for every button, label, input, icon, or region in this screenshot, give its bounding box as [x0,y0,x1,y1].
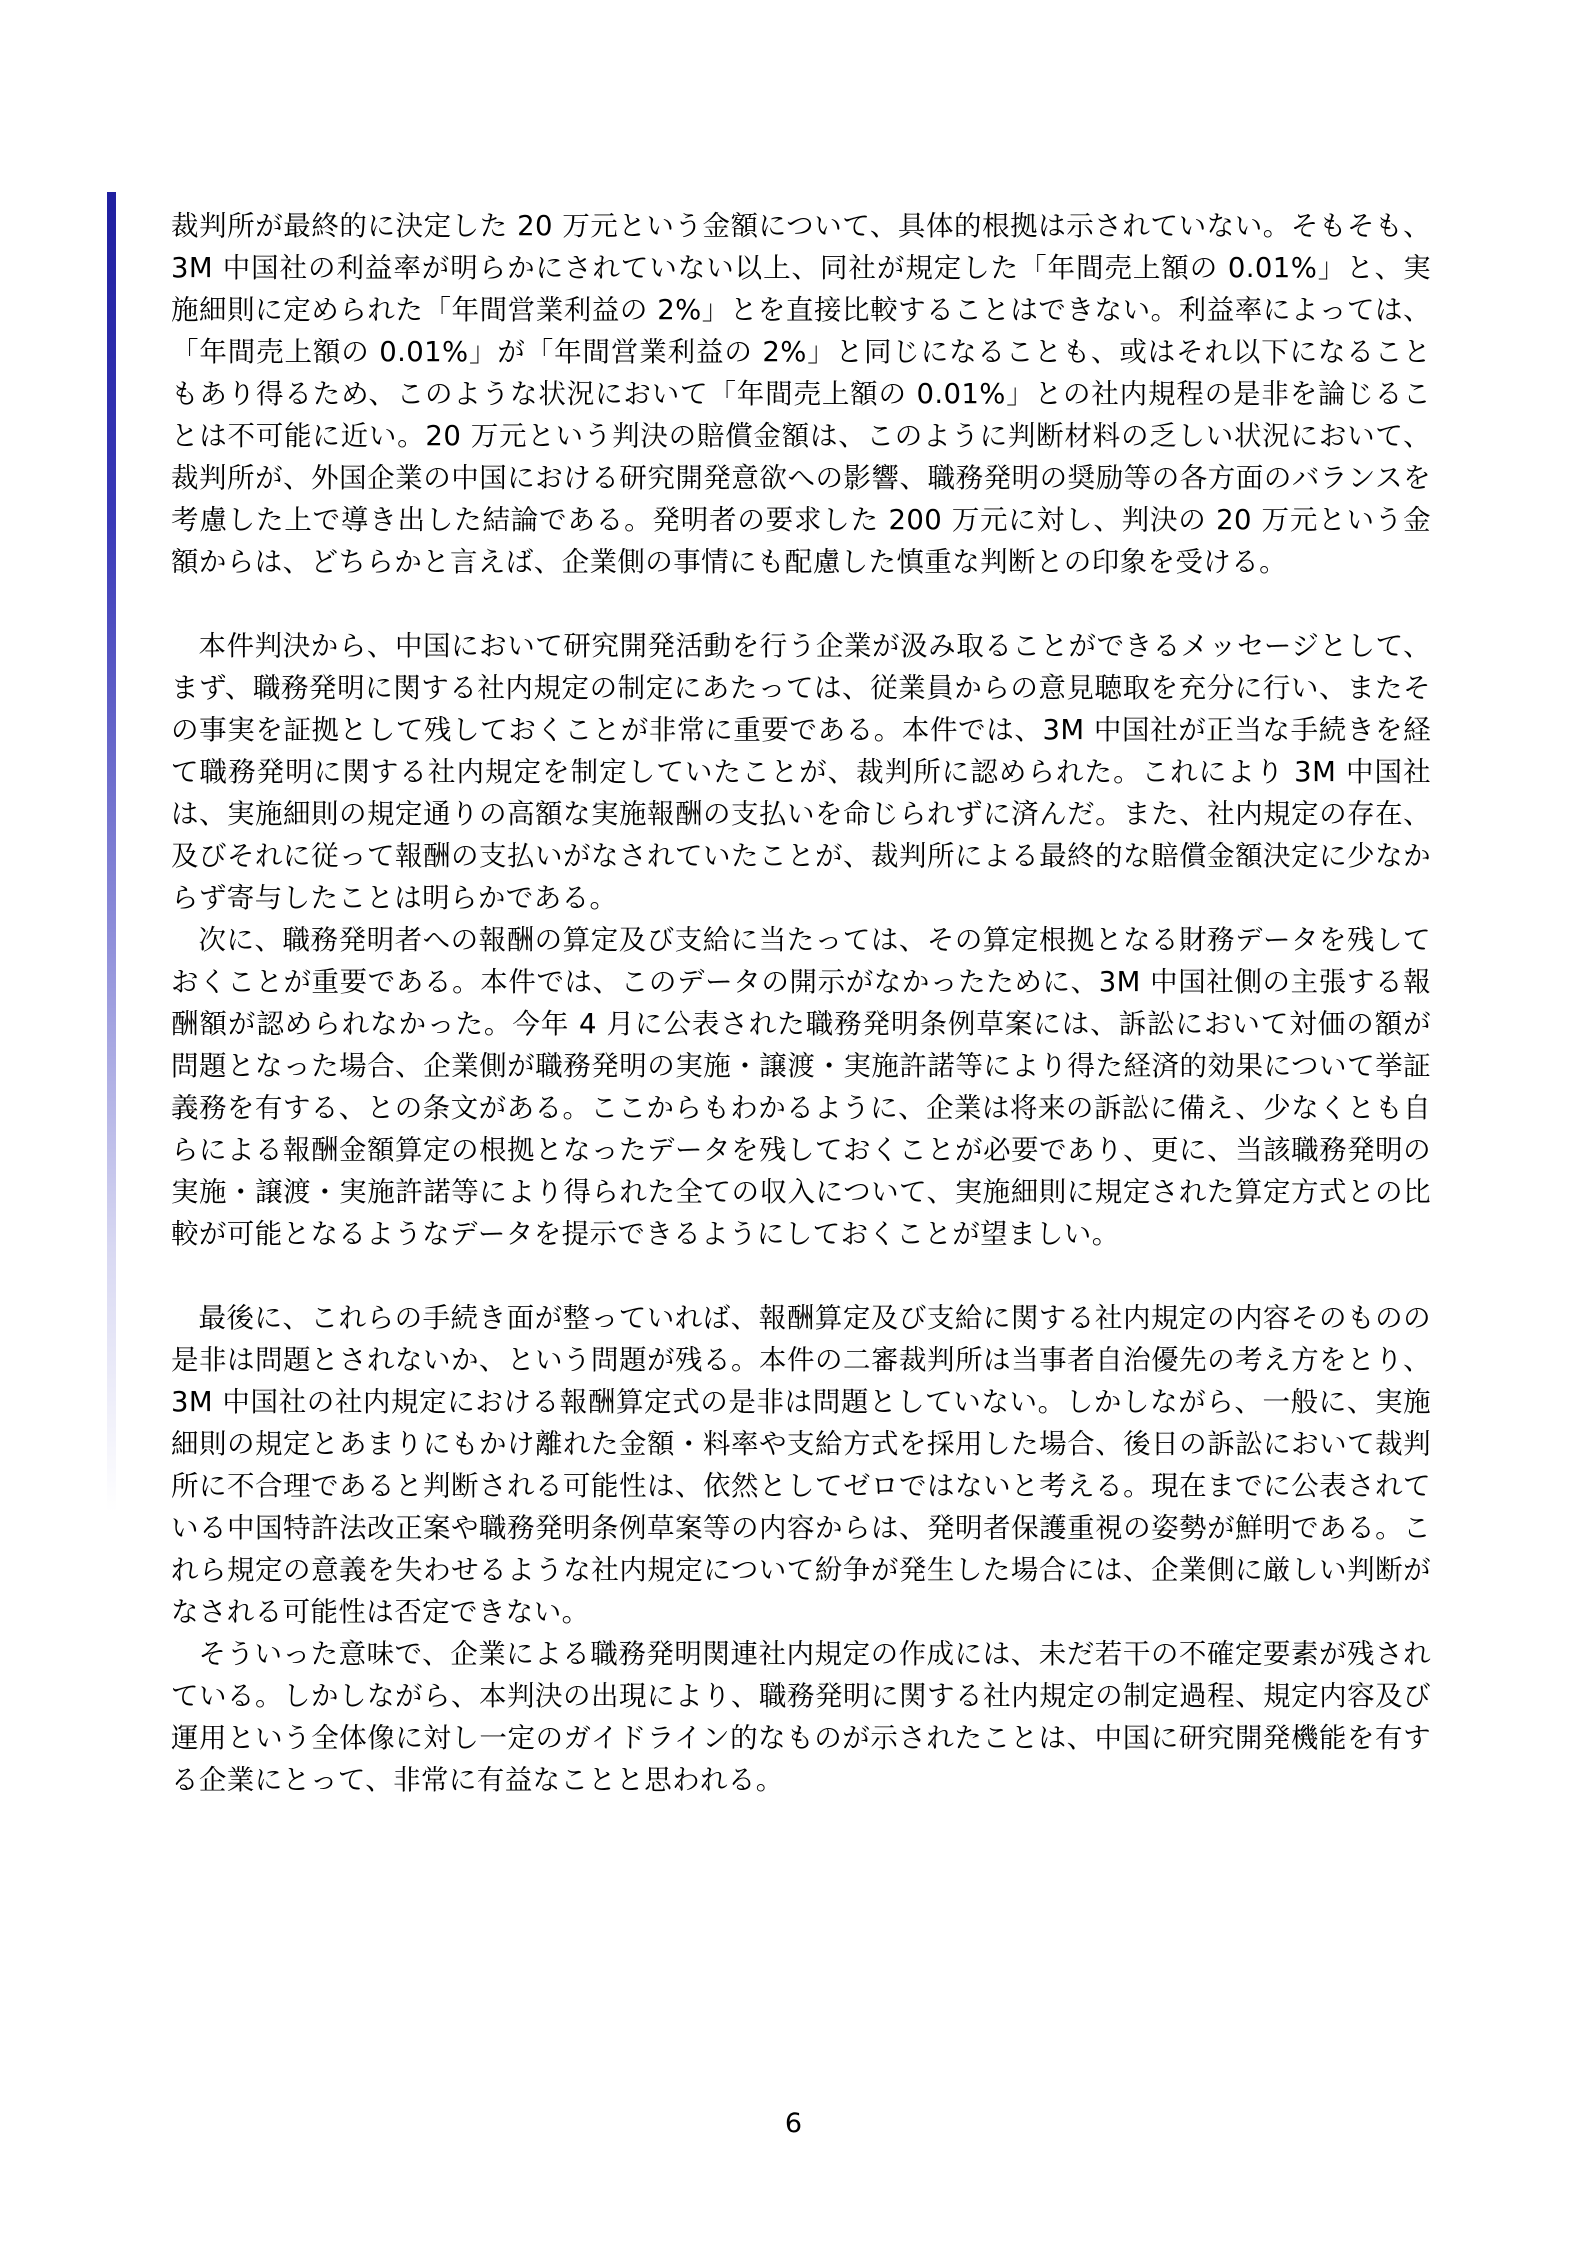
paragraph-lessons-rules: 本件判決から、中国において研究開発活動を行う企業が汲み取ることができるメッセージとして、まず、職務発明に関する社内規定の制定にあたっては、従業員からの意見聴取を充分に行い、またその事実を証拠として残しておくことが非常に重要である。本件では、3M 中国社が正当な手続きを経て職務発明に関する社内規定を制定していたことが、裁判所に認められた。これにより 3M 中国社は、実施細則の規定通りの高額な実施報酬の支払いを命じられずに済んだ。また、社内規定の存在、及びそれに従って報酬の支払いがなされていたことが、裁判所による最終的な賠償金額決定に少なからず寄与したことは明らかである。 [171,630,1431,914]
margin-accent-bar [107,192,116,1512]
paragraph-conclusion: そういった意味で、企業による職務発明関連社内規定の作成には、未だ若干の不確定要素が残されている。しかしながら、本判決の出現により、職務発明に関する社内規定の制定過程、規定内容及び運用という全体像に対し一定のガイドライン的なものが示されたことは、中国に研究開発機能を有する企業にとって、非常に有益なことと思われる。 [171,1638,1431,1796]
page-number: 6 [784,2108,803,2139]
paragraph-compensation-amount: 裁判所が最終的に決定した 20 万元という金額について、具体的根拠は示されていない。そもそも、3M 中国社の利益率が明らかにされていない以上、同社が規定した「年間売上額の 0.01%」と、実施細則に定められた「年間営業利益の 2%」とを直接比較することはできない。利益率によっては、「年間売上額の 0.01%」が「年間営業利益の 2%」と同じになることも、或はそれ以下になることもあり得るため、このような状況において「年間売上額の 0.01%」との社内規程の是非を論じることは不可能に近い。20 万元という判決の賠償金額は、このように判断材料の乏しい状況において、裁判所が、外国企業の中国における研究開発意欲への影響、職務発明の奨励等の各方面のバランスを考慮した上で導き出した結論である。発明者の要求した 200 万元に対し、判決の 20 万元という金額からは、どちらかと言えば、企業側の事情にも配慮した慎重な判断との印象を受ける。 [171,210,1431,578]
document-body [171,205,1431,1801]
paragraph-financial-data: 次に、職務発明者への報酬の算定及び支給に当たっては、その算定根拠となる財務データを残しておくことが重要である。本件では、このデータの開示がなかったために、3M 中国社側の主張する報酬額が認められなかった。今年 4 月に公表された職務発明条例草案には、訴訟において対価の額が問題となった場合、企業側が職務発明の実施・譲渡・実施許諾等により得た経済的効果について挙証義務を有する、との条文がある。ここからもわかるように、企業は将来の訴訟に備え、少なくとも自らによる報酬金額算定の根拠となったデータを残しておくことが必要であり、更に、当該職務発明の実施・譲渡・実施許諾等により得られた全ての収入について、実施細則に規定された算定方式との比較が可能となるようなデータを提示できるようにしておくことが望ましい。 [171,924,1432,1250]
paragraph-rule-content: 最後に、これらの手続き面が整っていれば、報酬算定及び支給に関する社内規定の内容そのものの是非は問題とされないか、という問題が残る。本件の二審裁判所は当事者自治優先の考え方をとり、3M 中国社の社内規定における報酬算定式の是非は問題としていない。しかしながら、一般に、実施細則の規定とあまりにもかけ離れた金額・料率や支給方式を採用した場合、後日の訴訟において裁判所に不合理であると判断される可能性は、依然としてゼロではないと考える。現在までに公表されている中国特許法改正案や職務発明条例草案等の内容からは、発明者保護重視の姿勢が鮮明である。これら規定の意義を失わせるような社内規定について紛争が発生した場合には、企業側に厳しい判断がなされる可能性は否定できない。 [171,1302,1431,1628]
